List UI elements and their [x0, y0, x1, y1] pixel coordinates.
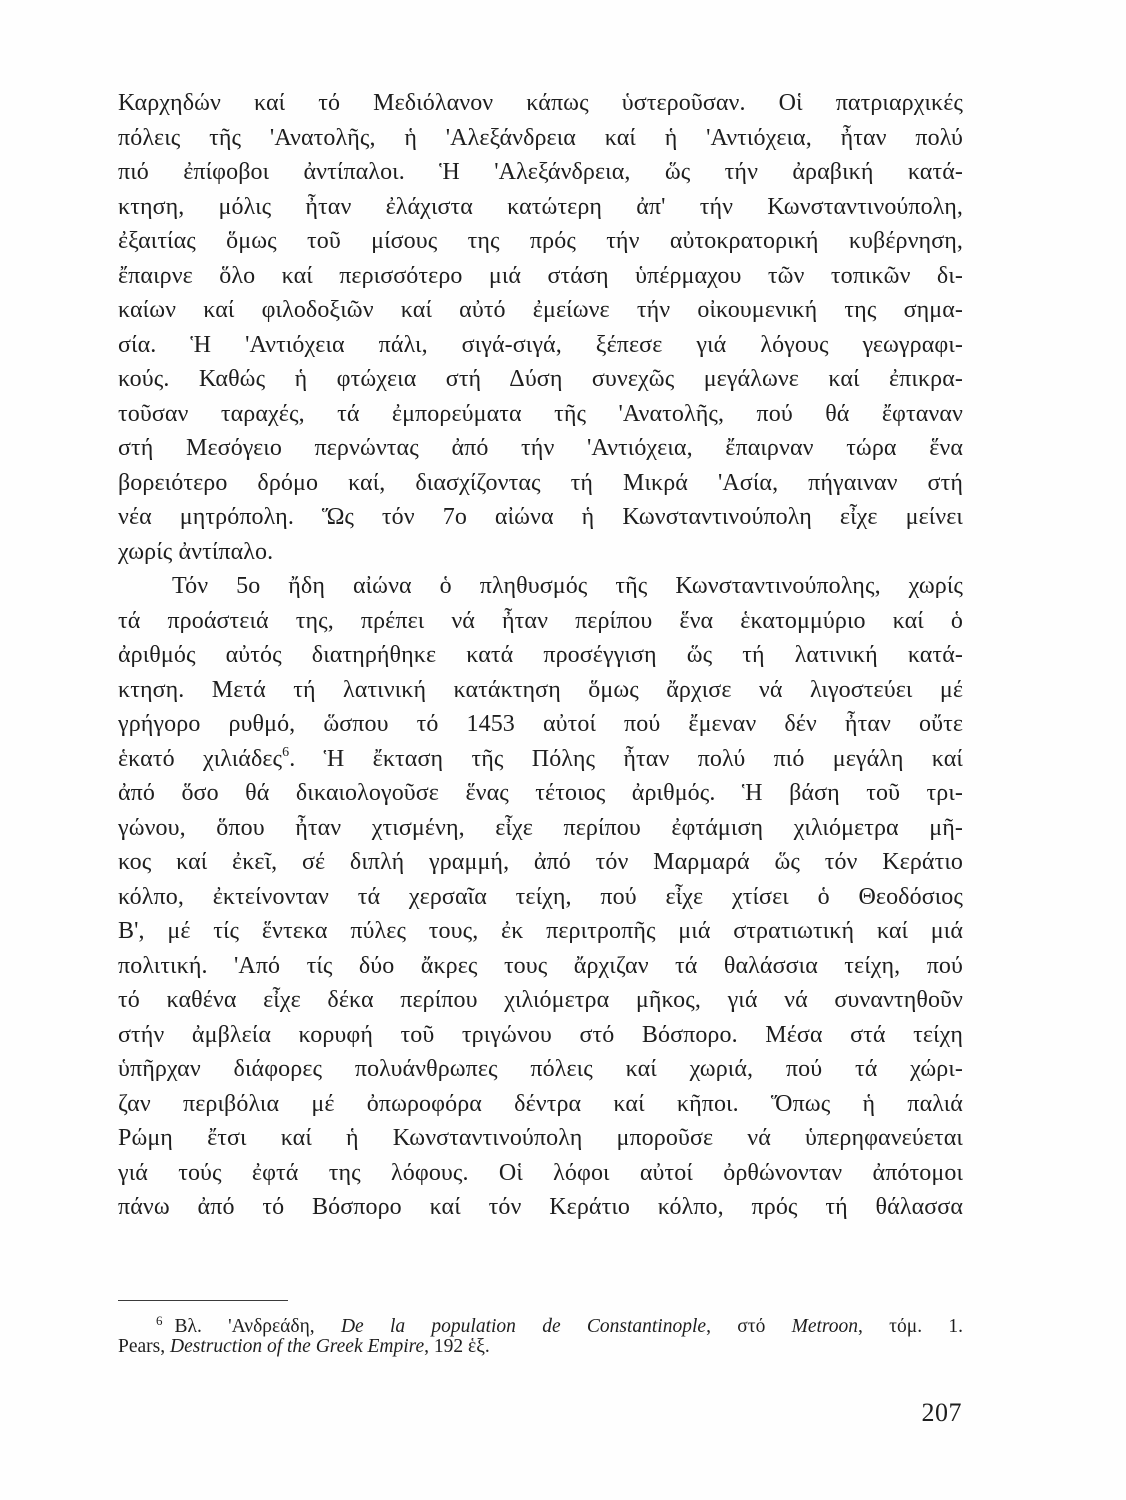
text-segment: ἑκατό χιλιάδες: [118, 745, 283, 772]
text-line: κτηση. Μετά τή λατινική κατάκτηση ὅμως ἄρχισε νά λιγοστεύει μέ: [118, 676, 963, 703]
text-line: νέα μητρόπολη. Ὥς τόν 7ο αἰώνα ἡ Κωνσταντινούπολη εἶχε μείνει: [118, 504, 963, 530]
text-line: Καρχηδών καί τό Μεδιόλανον κάπως ὑστεροῦσαν. Οἱ πατριαρχικές: [118, 90, 963, 116]
page-number: 207: [921, 1398, 962, 1427]
paragraph-1: [118, 86, 963, 569]
footnote-text: Pears,: [118, 1336, 170, 1357]
text-line: πιό ἐπίφοβοι ἀντίπαλοι. Ἡ 'Αλεξάνδρεια, ὥς τήν ἀραβική κατά-: [118, 159, 963, 185]
text-line: κόλπο, ἐκτείνονταν τά χερσαῖα τείχη, πού εἶχε χτίσει ὁ Θεοδόσιος: [118, 883, 963, 910]
footnote-journal: Metroon: [791, 1316, 859, 1337]
footnote-mark: 6: [156, 1313, 163, 1328]
text-line: τό καθένα εἶχε δέκα περίπου χιλιόμετρα μῆκος, γιά νά συναντηθοῦν: [118, 987, 963, 1013]
text-line: καίων καί φιλοδοξιῶν καί αὐτό ἐμείωνε τήν οἰκουμενική της σημα-: [118, 297, 963, 323]
footnote-reference[interactable]: 6: [282, 744, 290, 760]
footnote-text: , τόμ. 1.: [858, 1316, 964, 1337]
text-line: πολιτική. 'Από τίς δύο ἄκρες τους ἄρχιζαν τά θαλάσσια τείχη, πού: [118, 952, 963, 979]
text-line: κος καί ἐκεῖ, σέ διπλή γραμμή, ἀπό τόν Μαρμαρά ὥς τόν Κεράτιο: [118, 849, 963, 875]
text-line: γώνου, ὅπου ἦταν χτισμένη, εἶχε περίπου ἐφτάμιση χιλιόμετρα μῆ-: [118, 814, 963, 841]
text-line: Τόν 5ο ἤδη αἰώνα ὁ πληθυσμός τῆς Κωνσταντινούπολης, χωρίς: [172, 573, 963, 599]
footnote-cited-title: De la population de Constantinople: [340, 1316, 707, 1337]
footnote-text: Βλ. 'Ανδρεάδη,: [174, 1316, 341, 1337]
footnote-text: , 192 ἑξ.: [424, 1336, 490, 1357]
text-line: ζαν περιβόλια μέ ὀπωροφόρα δέντρα καί κῆποι. Ὅπως ἡ παλιά: [118, 1090, 963, 1117]
text-line: τά προάστειά της, πρέπει νά ἦταν περίπου ἕνα ἑκατομμύριο καί ὁ: [118, 607, 963, 634]
main-text: [118, 86, 963, 1225]
text-line: σία. Ἡ 'Αντιόχεια πάλι, σιγά-σιγά, ξέπεσε γιά λόγους γεωγραφι-: [118, 331, 963, 358]
footnote-divider: [118, 1300, 288, 1301]
text-line: ὑπῆρχαν διάφορες πολυάνθρωπες πόλεις καί χωριά, πού τά χώρι-: [118, 1056, 963, 1082]
text-line: πάνω ἀπό τό Βόσπορο καί τόν Κεράτιο κόλπο, πρός τή θάλασσα: [118, 1194, 963, 1220]
text-line: Β', μέ τίς ἕντεκα πύλες τους, ἐκ περιτροπῆς μιά στρατιωτική καί μιά: [118, 918, 963, 944]
text-line: πόλεις τῆς 'Ανατολῆς, ἡ 'Αλεξάνδρεια καί ἡ 'Αντιόχεια, ἦταν πολύ: [118, 124, 963, 151]
text-line: ἐξαιτίας ὅμως τοῦ μίσους της πρός τήν αὐτοκρατορική κυβέρνηση,: [118, 228, 963, 254]
text-line: γρήγορο ρυθμό, ὥσπου τό 1453 αὐτοί πού ἔμεναν δέν ἦταν οὔτε: [118, 711, 963, 737]
paragraph-2: [118, 569, 963, 1225]
text-line: χωρίς ἀντίπαλο.: [118, 538, 274, 565]
footnote-cited-title: Destruction of the Greek Empire: [170, 1336, 425, 1357]
footnote-text: , στό: [706, 1316, 792, 1337]
text-line: στήν ἀμβλεία κορυφή τοῦ τριγώνου στό Βόσπορο. Μέσα στά τείχη: [118, 1021, 963, 1048]
footnote-line: [118, 1334, 963, 1360]
text-segment: . Ἡ ἔκταση τῆς Πόλης ἦταν πολύ πιό μεγάλη καί: [289, 745, 963, 772]
text-line: γιά τούς ἐφτά της λόφους. Οἱ λόφοι αὐτοί ὀρθώνονταν ἀπότομοι: [118, 1159, 963, 1186]
text-line: ἀριθμός αὐτός διατηρήθηκε κατά προσέγγιση ὥς τή λατινική κατά-: [118, 642, 963, 668]
text-line: ἔπαιρνε ὅλο καί περισσότερο μιά στάση ὑπέρμαχου τῶν τοπικῶν δι-: [118, 262, 963, 289]
footnote-block: [118, 1308, 963, 1360]
text-line: κούς. Καθώς ἡ φτώχεια στή Δύση συνεχῶς μεγάλωνε καί ἐπικρα-: [118, 366, 963, 392]
text-line: κτηση, μόλις ἦταν ἐλάχιστα κατώτερη ἀπ' τήν Κωνσταντινούπολη,: [118, 193, 963, 220]
text-line: ἀπό ὅσο θά δικαιολογοῦσε ἕνας τέτοιος ἀριθμός. Ἡ βάση τοῦ τρι-: [118, 780, 963, 806]
text-line: βορειότερο δρόμο καί, διασχίζοντας τή Μικρά 'Ασία, πήγαιναν στή: [118, 469, 963, 496]
text-line: τοῦσαν ταραχές, τά ἐμπορεύματα τῆς 'Ανατολῆς, πού θά ἔφταναν: [118, 400, 963, 427]
footnote-line: [118, 1308, 964, 1337]
text-line-with-note: [118, 742, 963, 777]
text-line: Ρώμη ἔτσι καί ἡ Κωνσταντινούπολη μποροῦσε νά ὑπερηφανεύεται: [118, 1125, 963, 1151]
text-line: στή Μεσόγειο περνώντας ἀπό τήν 'Αντιόχεια, ἔπαιρναν τώρα ἕνα: [118, 435, 963, 461]
